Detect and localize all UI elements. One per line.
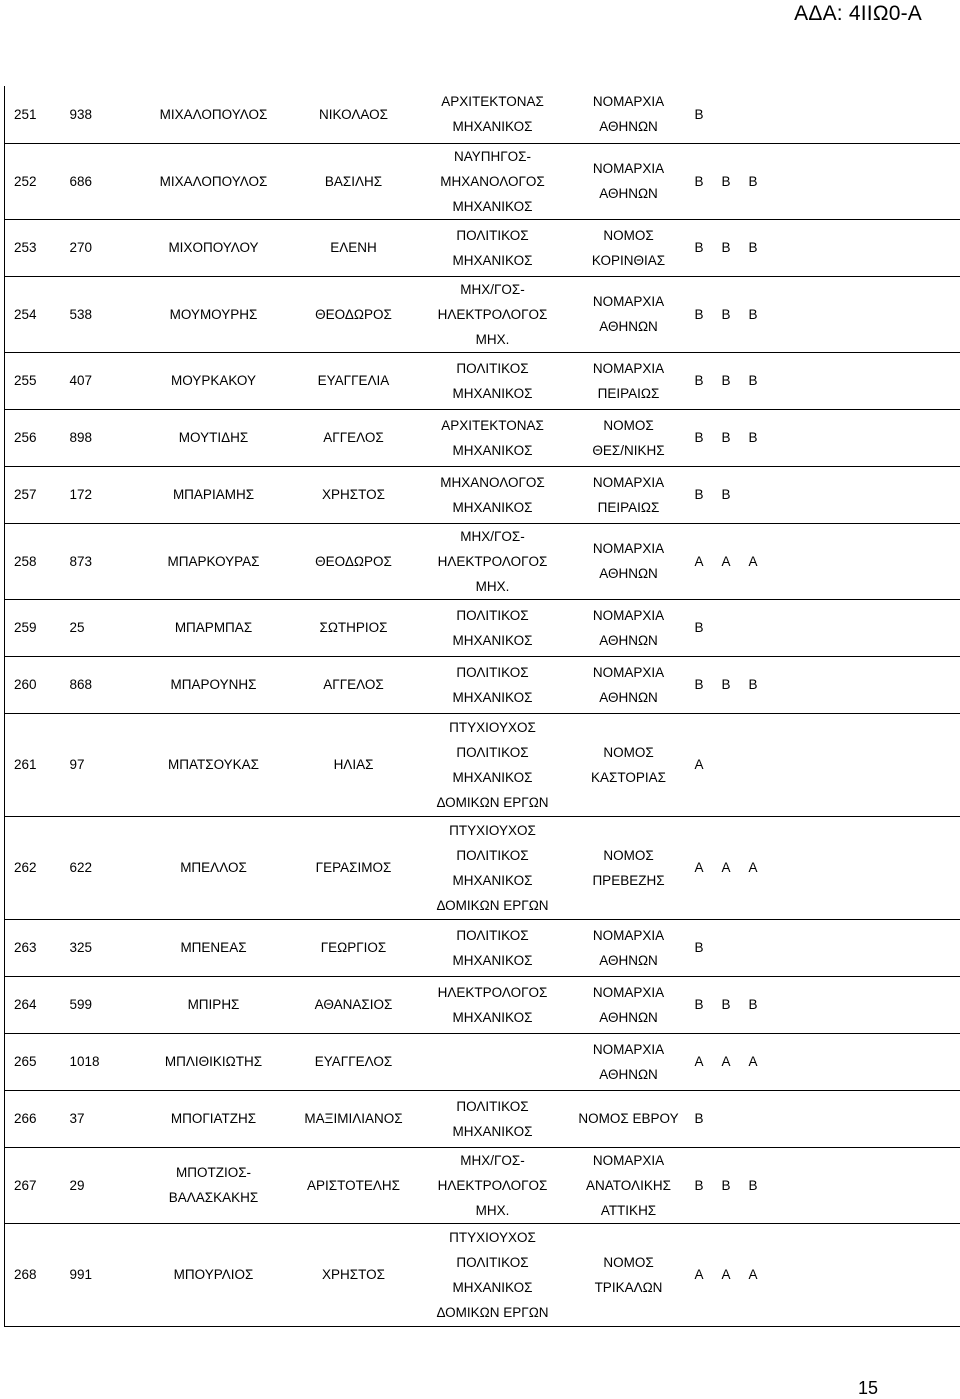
grades: [695, 1033, 960, 1090]
area: [563, 409, 695, 466]
registry-number: 29: [67, 1147, 143, 1223]
grades: [695, 1090, 960, 1147]
area-line: ΤΡΙΚΑΛΩΝ: [594, 1279, 663, 1295]
grade: Α: [721, 1267, 731, 1282]
surname: [143, 599, 285, 656]
area-line: ΚΑΣΤΟΡΙΑΣ: [591, 769, 666, 785]
specialty-line: ΠΟΛΙΤΙΚΟΣ: [456, 664, 529, 680]
specialty-line: ΠΤΥΧΙΟΥΧΟΣ: [449, 719, 536, 735]
grade: Α: [694, 553, 704, 569]
grade: Α: [721, 1054, 731, 1069]
surname: [143, 1223, 285, 1326]
surname-line: ΜΙΧΑΛΟΠΟΥΛΟΣ: [159, 106, 268, 122]
table-row: [5, 352, 960, 409]
area-line: ΑΘΗΝΩΝ: [599, 952, 658, 968]
first-name: ΒΑΣΙΛΗΣ: [285, 143, 423, 219]
specialty-line: ΠΤΥΧΙΟΥΧΟΣ: [449, 822, 536, 838]
surname: [143, 713, 285, 816]
grade: Β: [694, 677, 704, 692]
area-line: ΝΟΜΑΡΧΙΑ: [592, 984, 665, 1000]
row-index: 265: [5, 1033, 67, 1090]
area-line: ΝΟΜΟΣ ΕΒΡΟΥ: [578, 1111, 679, 1126]
first-name: ΑΘΑΝΑΣΙΟΣ: [285, 976, 423, 1033]
row-index: 262: [5, 816, 67, 919]
specialty-line: ΜΗΧΑΝΙΚΟΣ: [452, 952, 533, 968]
first-name: ΘΕΟΔΩΡΟΣ: [285, 276, 423, 352]
area-line: ΝΟΜΑΡΧΙΑ: [592, 94, 665, 110]
specialty-line: ΜΗΧΑΝΙΚΟΣ: [452, 198, 533, 214]
specialty-line: ΜΗΧΑΝΙΚΟΣ: [452, 872, 533, 888]
specialty-line: ΜΗΧΑΝΙΚΟΣ: [452, 689, 533, 705]
surname: [143, 276, 285, 352]
grade: Β: [694, 997, 704, 1012]
grades: [695, 1223, 960, 1326]
specialty-line: ΠΟΛΙΤΙΚΟΣ: [456, 360, 529, 376]
area-line: ΠΕΙΡΑΙΩΣ: [597, 499, 660, 515]
specialty-line: ΠΤΥΧΙΟΥΧΟΣ: [449, 1229, 536, 1245]
table-row: [5, 86, 960, 143]
grades: [695, 352, 960, 409]
surname-line: ΜΙΧΟΠΟΥΛΟΥ: [168, 240, 259, 255]
surname: [143, 466, 285, 523]
first-name: ΕΥΑΓΓΕΛΟΣ: [285, 1033, 423, 1090]
specialty-line: ΠΟΛΙΤΙΚΟΣ: [456, 227, 529, 243]
registry-number: 270: [67, 219, 143, 276]
grade: Β: [694, 487, 704, 502]
grades: [695, 976, 960, 1033]
specialty-line: ΜΗΧΑΝΙΚΟΣ: [452, 252, 533, 268]
registry-number: 325: [67, 919, 143, 976]
grades: [695, 816, 960, 919]
area: [563, 1147, 695, 1223]
grade: Β: [721, 1177, 731, 1193]
area-line: ΠΡΕΒΕΖΗΣ: [592, 872, 665, 888]
surname: [143, 816, 285, 919]
area-line: ΑΘΗΝΩΝ: [599, 689, 658, 705]
area-line: ΝΟΜΟΣ: [603, 417, 654, 433]
grade: Α: [694, 757, 704, 772]
row-index: 266: [5, 1090, 67, 1147]
grade: Α: [748, 860, 758, 875]
area: [563, 523, 695, 599]
area-line: ΝΟΜΑΡΧΙΑ: [592, 1041, 665, 1057]
specialty-line: ΜΗΧΑΝΙΚΟΣ: [452, 1009, 533, 1025]
first-name: ΘΕΟΔΩΡΟΣ: [285, 523, 423, 599]
area: [563, 276, 695, 352]
row-index: 261: [5, 713, 67, 816]
area-line: ΝΟΜΑΡΧΙΑ: [592, 607, 665, 623]
registry-number: 37: [67, 1090, 143, 1147]
surname: [143, 976, 285, 1033]
registry-number: 898: [67, 409, 143, 466]
area: [563, 1223, 695, 1326]
row-index: 263: [5, 919, 67, 976]
grade: Α: [748, 1267, 758, 1282]
surname-line: ΜΠΑΡΙΑΜΗΣ: [172, 487, 255, 502]
specialty: [423, 1033, 563, 1090]
specialty-line: ΗΛΕΚΤΡΟΛΟΓΟΣ: [437, 984, 548, 1000]
specialty: [423, 599, 563, 656]
specialty: [423, 816, 563, 919]
table-body: [5, 86, 960, 1326]
surname-line: ΜΠΙΡΗΣ: [187, 997, 240, 1012]
ada-code: ΑΔΑ: 4ΙΙΩ0-Α: [794, 2, 922, 25]
specialty: [423, 1223, 563, 1326]
first-name: ΑΓΓΕΛΟΣ: [285, 409, 423, 466]
table-row: [5, 219, 960, 276]
grade: Α: [721, 860, 731, 875]
area: [563, 976, 695, 1033]
table-row: [5, 1033, 960, 1090]
area-line: ΝΟΜΟΣ: [603, 744, 654, 760]
surname: [143, 656, 285, 713]
specialty-line: ΜΗΧ.: [475, 1202, 510, 1218]
first-name: ΕΥΑΓΓΕΛΙΑ: [285, 352, 423, 409]
registry-number: 686: [67, 143, 143, 219]
first-name: ΧΡΗΣΤΟΣ: [285, 466, 423, 523]
grade: Β: [748, 173, 758, 189]
area-line: ΑΘΗΝΩΝ: [599, 319, 658, 334]
specialty-line: ΜΗΧΑΝΟΛΟΓΟΣ: [440, 474, 545, 490]
registry-number: 97: [67, 713, 143, 816]
candidates-table: [4, 86, 960, 1327]
table-row: [5, 656, 960, 713]
specialty-line: ΜΗΧΑΝΙΚΟΣ: [452, 119, 533, 135]
registry-number: 1018: [67, 1033, 143, 1090]
row-index: 257: [5, 466, 67, 523]
grade: Β: [694, 1111, 704, 1126]
specialty-line: ΜΗΧ.: [475, 331, 510, 347]
area-line: ΠΕΙΡΑΙΩΣ: [597, 385, 660, 401]
grades: [695, 276, 960, 352]
row-index: 253: [5, 219, 67, 276]
table-row: [5, 523, 960, 599]
area: [563, 656, 695, 713]
surname-line: ΜΠΑΡΚΟΥΡΑΣ: [167, 553, 260, 569]
area: [563, 816, 695, 919]
specialty-line: ΠΟΛΙΤΙΚΟΣ: [456, 927, 529, 943]
first-name: ΑΓΓΕΛΟΣ: [285, 656, 423, 713]
grade: Β: [748, 430, 758, 445]
grades: [695, 409, 960, 466]
specialty-line: ΠΟΛΙΤΙΚΟΣ: [456, 744, 529, 760]
table-row: [5, 143, 960, 219]
grades: [695, 86, 960, 143]
surname-line: ΜΙΧΑΛΟΠΟΥΛΟΣ: [159, 173, 268, 189]
surname: [143, 1147, 285, 1223]
specialty-line: ΑΡΧΙΤΕΚΤΟΝΑΣ: [441, 417, 544, 433]
surname-line: ΜΟΥΜΟΥΡΗΣ: [169, 306, 258, 322]
registry-number: 622: [67, 816, 143, 919]
specialty-line: ΜΗΧ.: [475, 578, 510, 594]
specialty: [423, 352, 563, 409]
grade: Β: [721, 487, 731, 502]
row-index: 254: [5, 276, 67, 352]
table-row: [5, 816, 960, 919]
grade: Β: [694, 373, 704, 388]
grade: Β: [694, 1177, 704, 1193]
table-row: [5, 599, 960, 656]
surname-line: ΜΠΟΤΖΙΟΣ-: [175, 1165, 252, 1180]
specialty-line: ΠΟΛΙΤΙΚΟΣ: [456, 847, 529, 863]
area-line: ΑΘΗΝΩΝ: [599, 566, 658, 581]
area-line: ΑΘΗΝΩΝ: [599, 1066, 658, 1082]
area-line: ΝΟΜΑΡΧΙΑ: [592, 294, 665, 309]
grade: Β: [721, 997, 731, 1012]
page-number: 15: [858, 1378, 879, 1398]
first-name: ΓΕΩΡΓΙΟΣ: [285, 919, 423, 976]
grade: Α: [721, 553, 731, 569]
table-row: [5, 1147, 960, 1223]
specialty: [423, 1147, 563, 1223]
area-line: ΚΟΡΙΝΘΙΑΣ: [591, 252, 666, 268]
specialty-line: ΔΟΜΙΚΩΝ ΕΡΓΩΝ: [436, 1304, 549, 1320]
specialty-line: ΝΑΥΠΗΓΟΣ-: [453, 148, 532, 164]
grade: Β: [694, 620, 704, 635]
first-name: ΧΡΗΣΤΟΣ: [285, 1223, 423, 1326]
specialty-line: ΔΟΜΙΚΩΝ ΕΡΓΩΝ: [436, 794, 549, 810]
area-line: ΘΕΣ/ΝΙΚΗΣ: [592, 442, 665, 458]
registry-number: 538: [67, 276, 143, 352]
grade: Β: [694, 306, 704, 322]
grade: Β: [748, 1177, 758, 1193]
area-line: ΝΟΜΑΡΧΙΑ: [592, 161, 665, 176]
area: [563, 1090, 695, 1147]
table-row: [5, 713, 960, 816]
surname: [143, 409, 285, 466]
specialty-line: ΗΛΕΚΤΡΟΛΟΓΟΣ: [437, 1177, 548, 1193]
grade: Α: [748, 1054, 758, 1069]
specialty-line: ΜΗΧΑΝΙΚΟΣ: [452, 499, 533, 515]
first-name: ΑΡΙΣΤΟΤΕΛΗΣ: [285, 1147, 423, 1223]
area-line: ΝΟΜΑΡΧΙΑ: [592, 360, 665, 376]
grade: Β: [721, 240, 731, 255]
grade: Β: [694, 106, 704, 122]
specialty: [423, 656, 563, 713]
area-line: ΑΘΗΝΩΝ: [599, 1009, 658, 1025]
specialty: [423, 713, 563, 816]
specialty-line: ΠΟΛΙΤΙΚΟΣ: [456, 607, 529, 623]
grade: Β: [748, 997, 758, 1012]
row-index: 264: [5, 976, 67, 1033]
surname: [143, 523, 285, 599]
grades: [695, 219, 960, 276]
area-line: ΝΟΜΑΡΧΙΑ: [592, 1152, 665, 1168]
specialty-line: ΜΗΧ/ΓΟΣ-: [460, 528, 525, 544]
surname: [143, 919, 285, 976]
area-line: ΝΟΜΟΣ: [603, 847, 654, 863]
area-line: ΝΟΜΟΣ: [603, 227, 654, 243]
first-name: ΓΕΡΑΣΙΜΟΣ: [285, 816, 423, 919]
grade: Β: [721, 373, 731, 388]
first-name: ΗΛΙΑΣ: [285, 713, 423, 816]
registry-number: 599: [67, 976, 143, 1033]
surname-line: ΜΠΑΡΟΥΝΗΣ: [170, 677, 257, 692]
table-row: [5, 919, 960, 976]
surname-line: ΜΟΥΡΚΑΚΟΥ: [171, 373, 256, 388]
area: [563, 599, 695, 656]
surname: [143, 143, 285, 219]
area-line: ΝΟΜΟΣ: [603, 1254, 654, 1270]
specialty-line: ΗΛΕΚΤΡΟΛΟΓΟΣ: [437, 306, 548, 322]
specialty: [423, 919, 563, 976]
specialty-line: ΜΗΧΑΝΙΚΟΣ: [452, 1279, 533, 1295]
row-index: 259: [5, 599, 67, 656]
specialty-line: ΜΗΧ/ΓΟΣ-: [460, 281, 525, 297]
surname: [143, 219, 285, 276]
table-row: [5, 276, 960, 352]
area-line: ΝΟΜΑΡΧΙΑ: [592, 474, 665, 490]
grade: Β: [748, 373, 758, 388]
row-index: 255: [5, 352, 67, 409]
grade: Β: [748, 677, 758, 692]
specialty-line: ΜΗΧ/ΓΟΣ-: [460, 1152, 525, 1168]
specialty: [423, 409, 563, 466]
specialty-line: ΜΗΧΑΝΟΛΟΓΟΣ: [440, 173, 545, 189]
surname-line: ΜΠΟΓΙΑΤΖΗΣ: [170, 1111, 257, 1126]
registry-number: 873: [67, 523, 143, 599]
registry-number: 991: [67, 1223, 143, 1326]
specialty: [423, 219, 563, 276]
specialty-line: ΗΛΕΚΤΡΟΛΟΓΟΣ: [437, 553, 548, 569]
row-index: 258: [5, 523, 67, 599]
grades: [695, 523, 960, 599]
grade: Β: [694, 430, 704, 445]
surname: [143, 1033, 285, 1090]
area: [563, 1033, 695, 1090]
grade: Α: [748, 553, 758, 569]
area: [563, 143, 695, 219]
surname: [143, 1090, 285, 1147]
area: [563, 713, 695, 816]
specialty-line: ΜΗΧΑΝΙΚΟΣ: [452, 769, 533, 785]
table-row: [5, 1223, 960, 1326]
grade: Β: [748, 240, 758, 255]
grade: Β: [721, 430, 731, 445]
specialty-line: ΜΗΧΑΝΙΚΟΣ: [452, 442, 533, 458]
grades: [695, 713, 960, 816]
row-index: 268: [5, 1223, 67, 1326]
area: [563, 86, 695, 143]
specialty-line: ΑΡΧΙΤΕΚΤΟΝΑΣ: [441, 94, 544, 110]
grade: Β: [721, 173, 731, 189]
grades: [695, 919, 960, 976]
specialty: [423, 276, 563, 352]
surname-line: ΜΠΕΛΛΟΣ: [180, 860, 247, 875]
area-line: ΑΘΗΝΩΝ: [599, 632, 658, 648]
specialty-line: ΠΟΛΙΤΙΚΟΣ: [456, 1098, 529, 1114]
grade: Α: [694, 1054, 704, 1069]
row-index: 252: [5, 143, 67, 219]
surname-line: ΜΠΟΥΡΛΙΟΣ: [173, 1267, 254, 1282]
area: [563, 919, 695, 976]
row-index: 260: [5, 656, 67, 713]
area-line: ΝΟΜΑΡΧΙΑ: [592, 664, 665, 680]
specialty-line: ΜΗΧΑΝΙΚΟΣ: [452, 385, 533, 401]
area-line: ΑΤΤΙΚΗΣ: [600, 1202, 657, 1218]
first-name: ΝΙΚΟΛΑΟΣ: [285, 86, 423, 143]
registry-number: 25: [67, 599, 143, 656]
row-index: 251: [5, 86, 67, 143]
grade: Β: [694, 173, 704, 189]
area-line: ΑΝΑΤΟΛΙΚΗΣ: [586, 1177, 671, 1193]
specialty-line: ΜΗΧΑΝΙΚΟΣ: [452, 632, 533, 648]
specialty: [423, 466, 563, 523]
surname-line: ΜΠΛΙΘΙΚΙΩΤΗΣ: [164, 1054, 263, 1069]
area-line: ΝΟΜΑΡΧΙΑ: [592, 927, 665, 943]
specialty: [423, 523, 563, 599]
surname: [143, 352, 285, 409]
area: [563, 466, 695, 523]
first-name: ΕΛΕΝΗ: [285, 219, 423, 276]
first-name: ΜΑΞΙΜΙΛΙΑΝΟΣ: [285, 1090, 423, 1147]
specialty: [423, 976, 563, 1033]
grade: Β: [721, 677, 731, 692]
grades: [695, 466, 960, 523]
grade: Β: [721, 306, 731, 322]
specialty-line: ΜΗΧΑΝΙΚΟΣ: [452, 1123, 533, 1139]
specialty: [423, 86, 563, 143]
row-index: 267: [5, 1147, 67, 1223]
specialty-line: ΔΟΜΙΚΩΝ ΕΡΓΩΝ: [436, 897, 549, 913]
area-line: ΝΟΜΑΡΧΙΑ: [592, 541, 665, 556]
registry-number: 172: [67, 466, 143, 523]
registry-number: 868: [67, 656, 143, 713]
area-line: ΑΘΗΝΩΝ: [599, 186, 658, 201]
table-row: [5, 976, 960, 1033]
specialty: [423, 1090, 563, 1147]
specialty-line: ΠΟΛΙΤΙΚΟΣ: [456, 1254, 529, 1270]
surname: [143, 86, 285, 143]
surname-line: ΜΠΑΤΣΟΥΚΑΣ: [167, 757, 259, 772]
surname-line: ΜΟΥΤΙΔΗΣ: [178, 430, 249, 445]
registry-number: 407: [67, 352, 143, 409]
grades: [695, 599, 960, 656]
area: [563, 219, 695, 276]
grades: [695, 656, 960, 713]
table-row: [5, 409, 960, 466]
grade: Α: [694, 860, 704, 875]
grades: [695, 143, 960, 219]
table-row: [5, 1090, 960, 1147]
grade: Β: [694, 240, 704, 255]
area: [563, 352, 695, 409]
surname-line: ΜΠΑΡΜΠΑΣ: [174, 620, 253, 635]
area-line: ΑΘΗΝΩΝ: [599, 119, 658, 135]
table-row: [5, 466, 960, 523]
surname-line: ΒΑΛΑΣΚΑΚΗΣ: [168, 1190, 259, 1205]
first-name: ΣΩΤΗΡΙΟΣ: [285, 599, 423, 656]
specialty: [423, 143, 563, 219]
surname-line: ΜΠΕΝΕΑΣ: [180, 940, 247, 955]
grade: Β: [694, 940, 704, 955]
grades: [695, 1147, 960, 1223]
row-index: 256: [5, 409, 67, 466]
grade: Α: [694, 1267, 704, 1282]
registry-number: 938: [67, 86, 143, 143]
grade: Β: [748, 306, 758, 322]
